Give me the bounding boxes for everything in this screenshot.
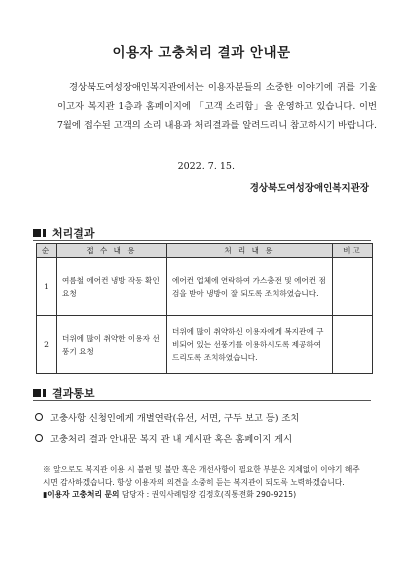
footnote-block bbox=[43, 464, 366, 502]
organization-signature: 경상북도여성장애인복지관장 bbox=[249, 183, 369, 194]
document-date: 2022. 7. 15. bbox=[177, 161, 235, 172]
bar-bullet-icon bbox=[43, 389, 46, 397]
section-heading-results bbox=[33, 225, 95, 241]
contact-label: ▮이용자 고충처리 문의 bbox=[43, 490, 120, 499]
row-handled: 더위에 많이 취약하신 이용자에게 복지관에 구비되어 있는 선풍기를 이용하시도록 제공하여 드리도록 조치하였습니다. bbox=[167, 316, 333, 374]
header-note: 비고 bbox=[333, 244, 373, 258]
notice-list bbox=[33, 406, 378, 448]
section-title: 처리결과 bbox=[52, 227, 95, 240]
contact-line bbox=[43, 489, 366, 502]
circle-bullet-icon bbox=[35, 413, 43, 421]
row-no: 2 bbox=[37, 316, 57, 374]
circle-bullet-icon bbox=[35, 434, 43, 442]
intro-paragraph bbox=[57, 78, 377, 135]
row-note bbox=[333, 258, 373, 316]
section-heading-notice bbox=[33, 385, 95, 401]
row-note bbox=[333, 316, 373, 374]
footnote-text: ※ 앞으로도 복지관 이용 시 불편 및 불만 혹은 개선사항이 필요한 부분은 지체없이 이야기 해주시면 감사하겠습니다. 항상 이용자의 의견을 소중히 듣는 복지관이 되도록 노력하겠습니다. bbox=[43, 465, 360, 487]
table-row bbox=[37, 316, 373, 374]
notice-text: 고충사항 신청인에게 개별연락(유선, 서면, 구두 보고 등) 조치 bbox=[50, 412, 300, 424]
list-item bbox=[33, 427, 378, 448]
row-received: 더위에 많이 취약한 이용자 선풍기 요청 bbox=[57, 316, 167, 374]
bar-bullet-icon bbox=[43, 229, 46, 237]
square-bullet-icon bbox=[33, 229, 41, 237]
header-no: 순 bbox=[37, 244, 57, 258]
list-item bbox=[33, 406, 378, 427]
section-divider bbox=[33, 400, 371, 401]
row-handled: 에어컨 업체에 연락하여 가스충전 및 에어컨 점검을 받아 냉방이 잘 되도록 조치하였습니다. bbox=[167, 258, 333, 316]
table-row bbox=[37, 258, 373, 316]
row-no: 1 bbox=[37, 258, 57, 316]
results-table bbox=[36, 243, 373, 374]
header-handled: 처 리 내 용 bbox=[167, 244, 333, 258]
row-received: 여름철 에어컨 냉방 작동 확인 요청 bbox=[57, 258, 167, 316]
table-header-row bbox=[37, 244, 373, 258]
document-title: 이용자 고충처리 결과 안내문 bbox=[112, 45, 291, 61]
intro-text: 경상북도여성장애인복지관에서는 이용자분들의 소중한 이야기에 귀를 기울이고자 복지관 1층과 홈페이지에 「고객 소리함」을 운영하고 있습니다. 이번 7월에 접수된 고객의 소리 내용과 처리결과를 알려드리니 참고하시기 바랍니다. bbox=[57, 82, 377, 131]
contact-value: 담당자 : 권익사례팀장 김정호(직통전화 290-9215) bbox=[121, 490, 297, 499]
header-received: 접 수 내 용 bbox=[57, 244, 167, 258]
section-divider bbox=[33, 240, 371, 241]
section-title: 결과통보 bbox=[52, 387, 95, 400]
notice-text: 고충처리 결과 안내문 복지 관 내 게시판 혹은 홈페이지 게시 bbox=[50, 433, 293, 445]
square-bullet-icon bbox=[33, 389, 41, 397]
